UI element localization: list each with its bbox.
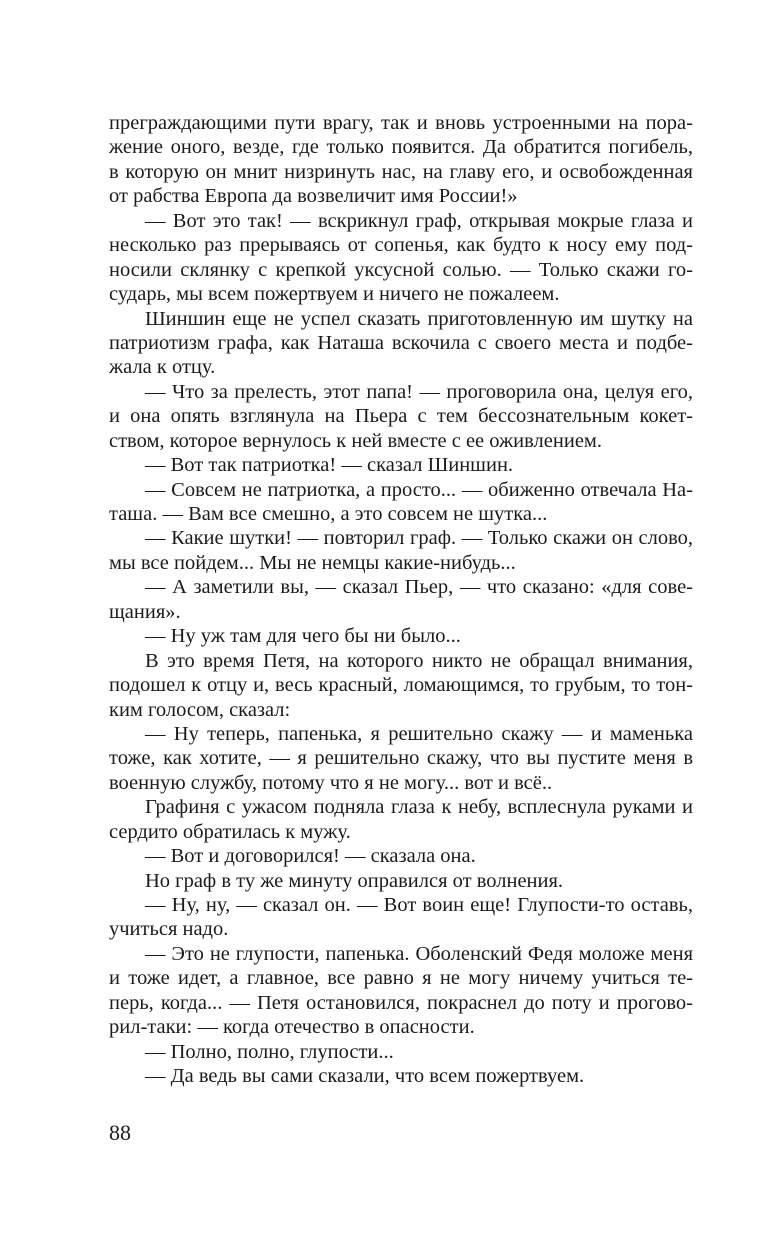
text-line: от рабства Европа да возвеличит имя России!» — [109, 185, 518, 208]
text-line: таша. — Вам все смешно, а это совсем не шутка... — [109, 503, 548, 525]
text-line: рил-таки: — когда отечество в опасности. — [109, 1016, 475, 1039]
text-line: — Что за прелесть, этот папа! — проговорила она, целуя его, — [145, 380, 693, 403]
text-line: сердито обратилась к мужу. — [109, 820, 351, 843]
text-line: ким голосом, сказал: — [109, 698, 291, 721]
text-line: — А заметили вы, — сказал Пьер, — что сказано: «для сове- — [145, 576, 693, 599]
text-line: — Это не глупости, папенька. Оболенский Федя моложе меня — [145, 942, 693, 965]
page-number: 88 — [109, 1120, 131, 1145]
text-line: и она опять взглянула на Пьера с тем бессознательным кокет- — [109, 405, 693, 428]
text-line: — Вот так патриотка! — сказал Шиншин. — [145, 454, 514, 477]
text-line: В это время Петя, на которого никто не обращал внимания, — [145, 649, 693, 672]
text-line: Графиня с ужасом подняла глаза к небу, всплеснула руками и — [145, 796, 693, 819]
text-line: несколько раз прерываясь от сопенья, как будто к носу ему под- — [109, 234, 693, 257]
text-line: перь, когда... — Петя остановился, покраснел до поту и прогово- — [109, 991, 693, 1014]
text-line: и тоже идет, а главное, все равно я не могу ничему учиться те- — [109, 967, 693, 990]
text-line: подошел к отцу и, весь красный, ломающимся, то грубым, то тон- — [109, 674, 693, 697]
text-line: преграждающими пути врагу, так и вновь устроенными на пора- — [109, 112, 693, 134]
text-line: мы все пойдем... Мы не немцы какие-нибудь... — [109, 551, 516, 574]
text-line: сударь, мы всем пожертвуем и ничего не пожалеем. — [109, 283, 560, 306]
text-line: в которую он мнит низринуть нас, на главу его, и освобожденная — [109, 160, 693, 183]
book-page-text — [109, 111, 693, 1089]
text-line: жение оного, везде, где только появится. Да обратится погибель, — [109, 136, 693, 159]
text-line: — Совсем не патриотка, а просто... — обиженно отвечала На- — [145, 478, 693, 501]
text-line: щания». — [109, 600, 181, 623]
text-line: патриотизм графа, как Наташа вскочила с своего места и подбе- — [109, 331, 693, 354]
text-line: Но граф в ту же минуту оправился от волнения. — [145, 869, 564, 892]
text-line: ством, которое вернулось к ней вместе с ее оживлением. — [109, 429, 603, 452]
text-line: — Ну теперь, папенька, я решительно скажу — и маменька — [145, 722, 693, 745]
text-line: — Вот и договорился! — сказала она. — [145, 845, 476, 868]
text-line: тоже, как хотите, — я решительно скажу, что вы пустите меня в — [109, 747, 693, 770]
text-line: носили склянку с крепкой уксусной солью. — Только скажи го- — [109, 258, 693, 281]
text-line: Шиншин еще не успел сказать приготовленную им шутку на — [145, 307, 693, 330]
text-line: жала к отцу. — [109, 356, 216, 379]
text-line: учиться надо. — [109, 918, 229, 941]
text-line: — Какие шутки! — повторил граф. — Только скажи он слово, — [145, 527, 693, 550]
text-line: военную службу, потому что я не могу... вот и всё.. — [109, 771, 553, 794]
text-line: — Вот это так! — вскрикнул граф, открывая мокрые глаза и — [145, 209, 693, 232]
text-line: — Да ведь вы сами сказали, что всем пожертвуем. — [145, 1065, 585, 1088]
text-line: — Полно, полно, глупости... — [145, 1040, 394, 1063]
text-line: — Ну, ну, — сказал он. — Вот воин еще! Глупости-то оставь, — [145, 894, 693, 916]
text-line: — Ну уж там для чего бы ни было... — [145, 625, 461, 648]
